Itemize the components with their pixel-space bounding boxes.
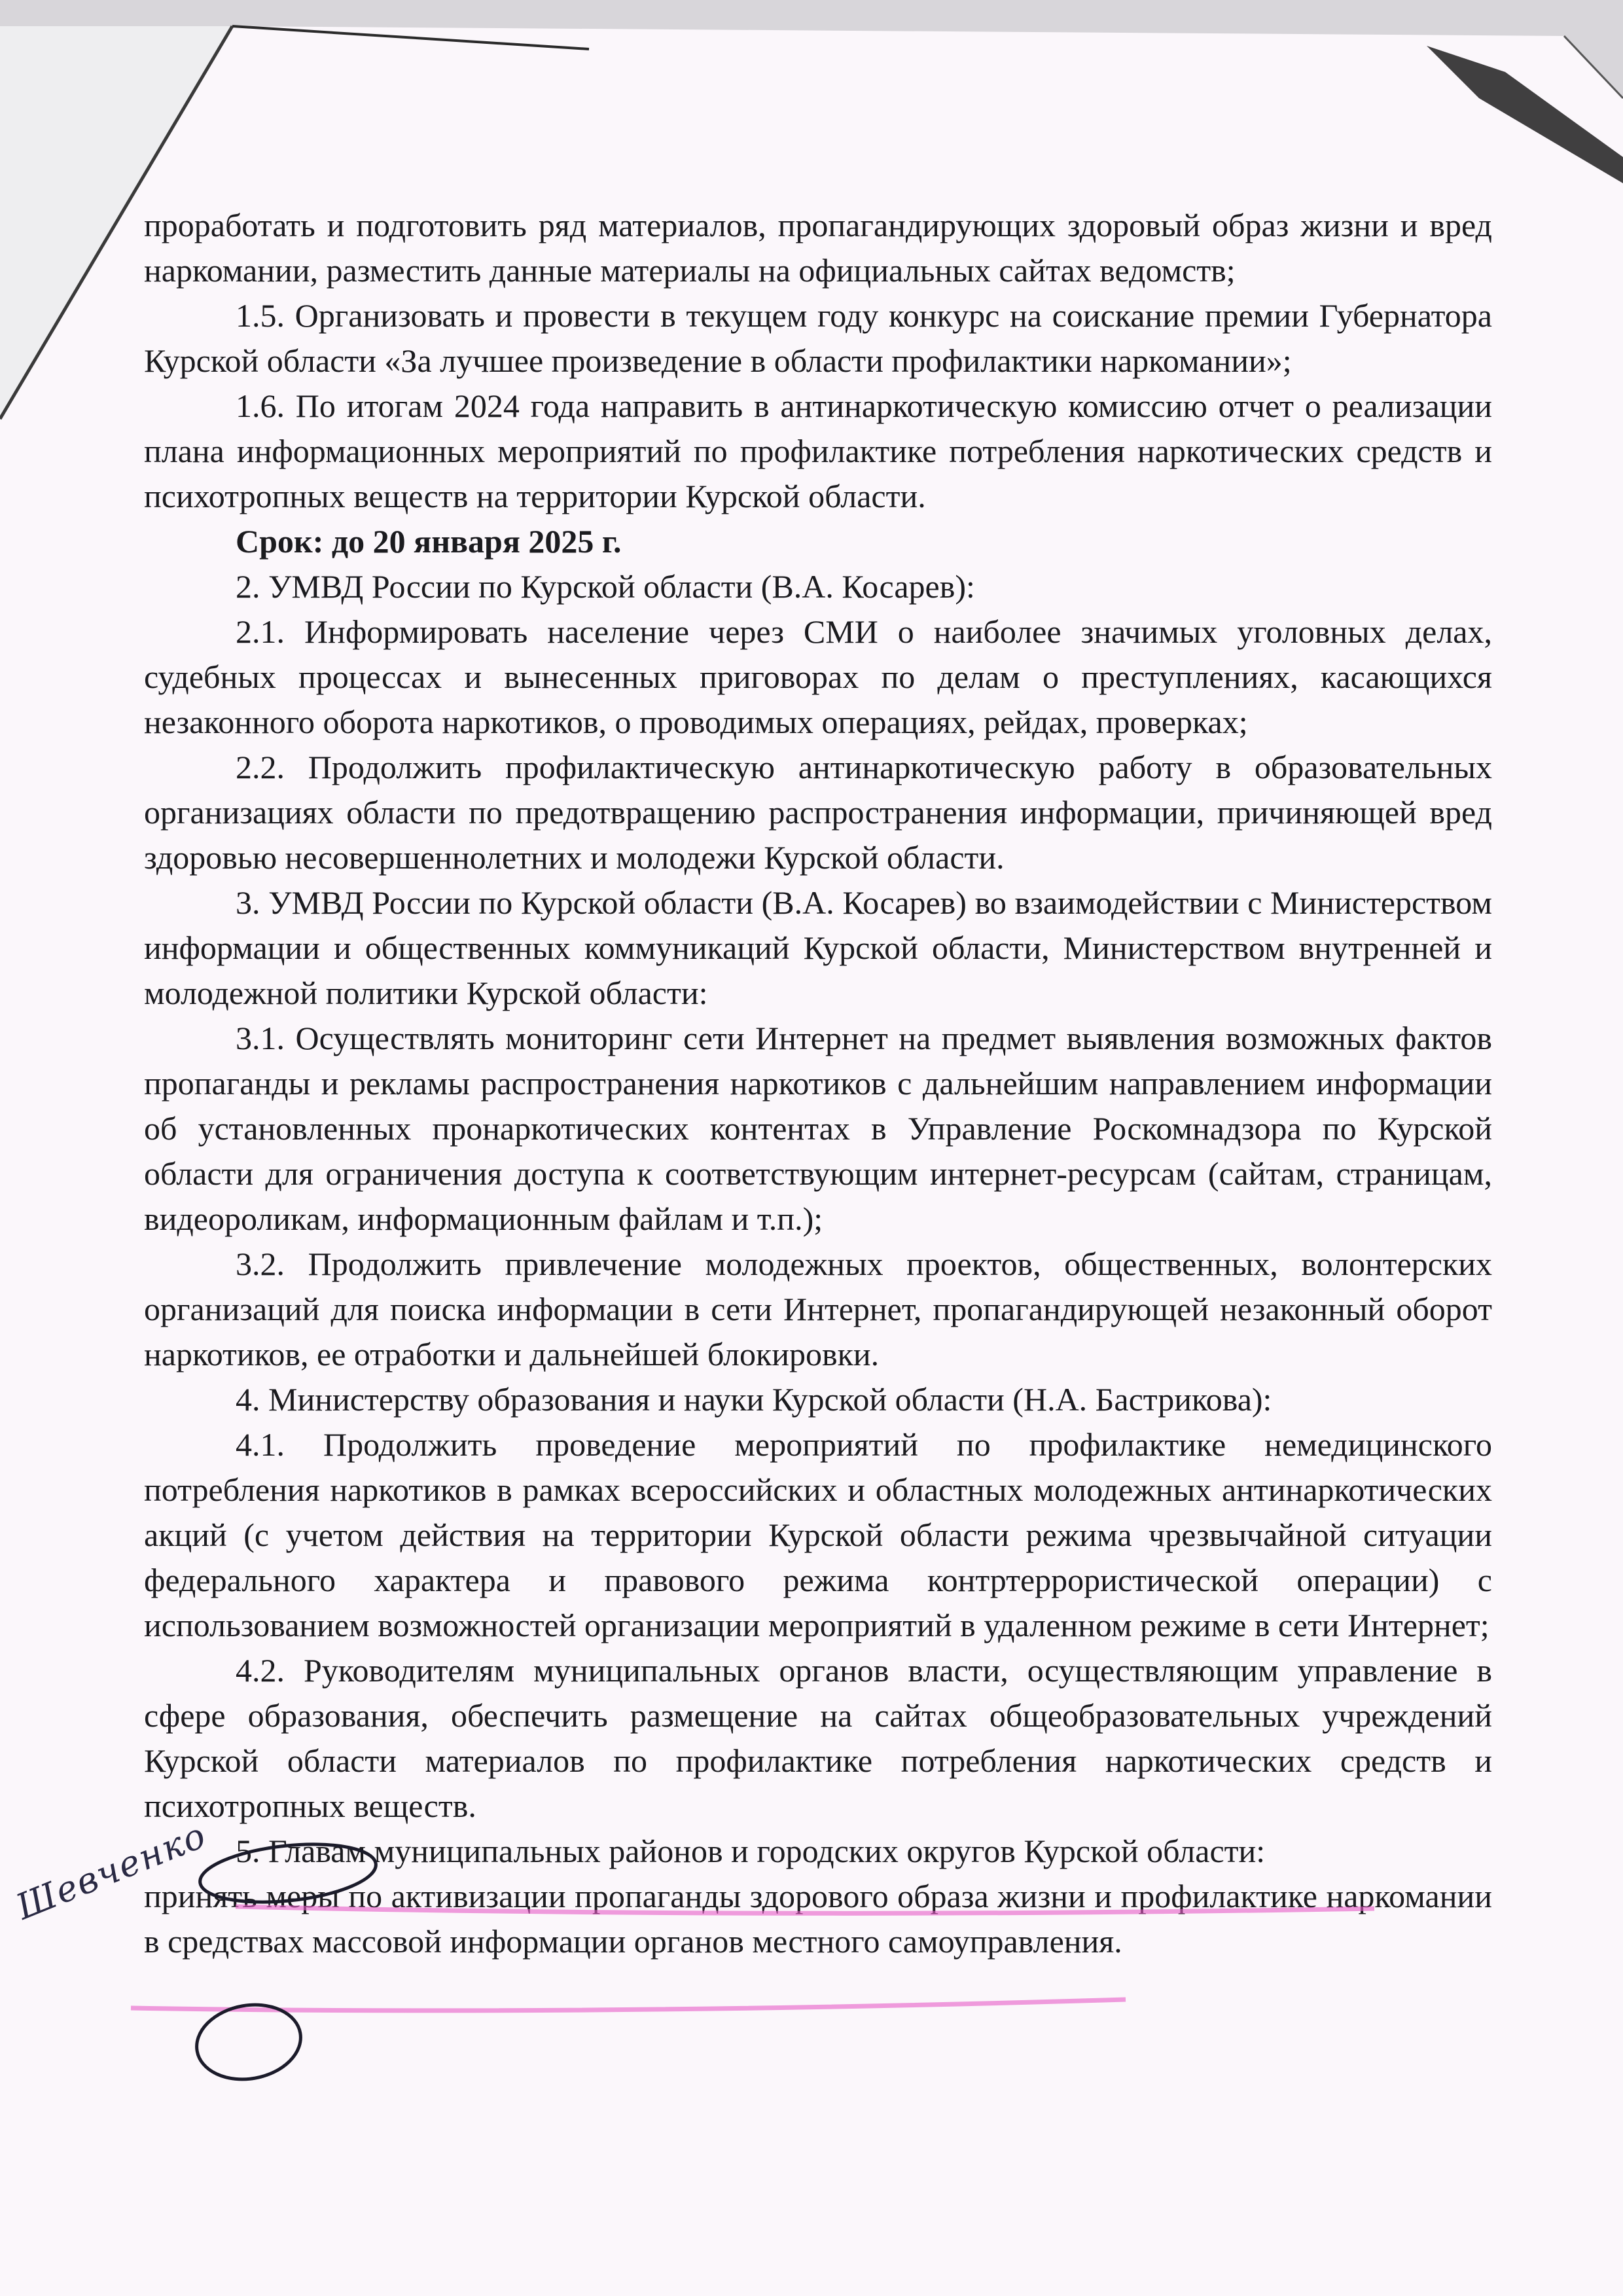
paragraph-4-2: 4.2. Руководителям муниципальных органов власти, осуществляющим управление в сфере образования, обеспечить размещение на сайтах общеобразовательных учреждений Курской области материалов по профилактике потребления наркотических средств и психотропных веществ. bbox=[144, 1652, 1492, 1824]
paragraph-3-2: 3.2. Продолжить привлечение молодежных проектов, общественных, волонтерских организаций для поиска информации в сети Интернет, пропагандирующей незаконный оборот наркотиков, ее отработки и дальнейшей блокировки. bbox=[144, 1246, 1492, 1372]
signature-text: Шевченко bbox=[10, 1814, 213, 1928]
paragraph-2-1: 2.1. Информировать население через СМИ о наиболее значимых уголовных делах, судебных процессах и вынесенных приговорах по делам о преступлениях, касающихся незаконного оборота наркотиков, о проводимых операциях, рейдах, проверках; bbox=[144, 613, 1492, 740]
paragraph-2: 2. УМВД России по Курской области (В.А. Косарев): bbox=[236, 568, 975, 605]
paragraph-3-1: 3.1. Осуществлять мониторинг сети Интернет на предмет выявления возможных фактов пропаганды и рекламы распространения наркотиков с дальнейшим направлением информации об установленных пронаркотических контентах в Управление Роскомнадзора по Курской области для ограничения доступа к соответствующим интернет-ресурсам (сайтам, страницам, видеороликам, информационным файлам и т.п.); bbox=[144, 1020, 1492, 1237]
paragraph-5: 5. Главам муниципальных районов и городских округов Курской области: bbox=[236, 1833, 1266, 1869]
document-body bbox=[144, 203, 1492, 1964]
paragraph-3: 3. УМВД России по Курской области (В.А. Косарев) во взаимодействии с Министерством информации и общественных коммуникаций Курской области, Министерством внутренней и молодежной политики Курской области: bbox=[144, 884, 1492, 1011]
paragraph-4-1: 4.1. Продолжить проведение мероприятий по профилактике немедицинского потребления наркотиков в рамках всероссийских и областных молодежных антинаркотических акций (с учетом действия на территории Курской области режима чрезвычайной ситуации федерального характера и правового режима контртеррористической операции) с использованием возможностей организации мероприятий в удаленном режиме в сети Интернет; bbox=[144, 1426, 1492, 1643]
paragraph-2-2: 2.2. Продолжить профилактическую антинаркотическую работу в образовательных организациях области по предотвращению распространения информации, причиняющей вред здоровью несовершеннолетних и молодежи Курской области. bbox=[144, 749, 1492, 876]
paragraph-continuation: проработать и подготовить ряд материалов, пропагандирующих здоровый образ жизни и вред наркомании, разместить данные материалы на официальных сайтах ведомств; bbox=[144, 207, 1492, 289]
paragraph-4: 4. Министерству образования и науки Курской области (Н.А. Бастрикова): bbox=[236, 1381, 1272, 1418]
paragraph-1-5: 1.5. Организовать и провести в текущем году конкурс на соискание премии Губернатора Курской области «За лучшее произведение в области профилактики наркомании»; bbox=[144, 297, 1492, 379]
paragraph-1-6: 1.6. По итогам 2024 года направить в антинаркотическую комиссию отчет о реализации плана информационных мероприятий по профилактике потребления наркотических средств и психотропных веществ на территории Курской области. bbox=[144, 387, 1492, 514]
paragraph-5-body: принять меры по активизации пропаганды здорового образа жизни и профилактике наркомании в средствах массовой информации органов местного самоуправления. bbox=[144, 1878, 1492, 1960]
deadline-text: Срок: до 20 января 2025 г. bbox=[236, 523, 622, 560]
